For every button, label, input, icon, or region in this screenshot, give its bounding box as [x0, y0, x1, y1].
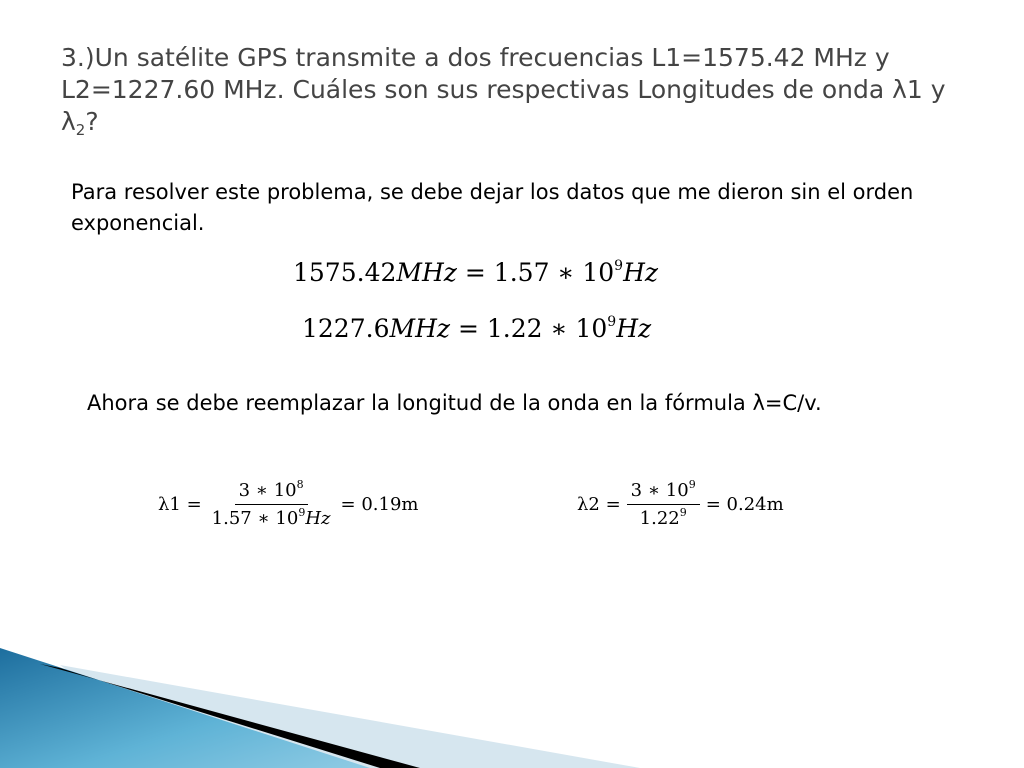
formula-lambda2-denominator: [636, 505, 691, 529]
equation-l2-rhs: = 1.22 ∗ 10: [450, 314, 608, 343]
equation-l2-frequency: [302, 314, 651, 343]
formula-lambda1: [158, 480, 418, 529]
slide-title-end: ?: [85, 107, 99, 136]
formula-lambda1-den-unit: Hz: [305, 508, 331, 529]
equation-l1-frequency: [293, 258, 658, 287]
formula-lambda1-denominator: [208, 505, 335, 529]
equation-l2-lhs-number: 1227.6: [302, 314, 390, 343]
formula-lambda1-numerator: [235, 480, 308, 505]
formula-lambda2-num-exp: 9: [688, 478, 696, 491]
corner-black-stripe: [40, 664, 420, 768]
equation-l1-lhs-unit: MHz: [396, 258, 457, 287]
formula-lambda2-den-base: 1.22: [639, 508, 680, 529]
formula-lambda1-num-exp: 8: [296, 478, 304, 491]
formula-lambda1-lhs: λ1 =: [158, 494, 202, 515]
corner-blue-band: [0, 648, 370, 768]
slide-title-text: 3.)Un satélite GPS transmite a dos frecuencias L1=1575.42 MHz y L2=1227.60 MHz. Cuáles son sus respectivas Longitudes de onda λ1 y λ: [61, 43, 946, 136]
equation-l1-exponent: 9: [614, 258, 624, 274]
formula-lambda1-den-exp: 9: [298, 506, 306, 519]
formula-lambda2-result: = 0.24m: [705, 494, 784, 515]
equation-l2-rhs-unit: Hz: [616, 314, 652, 343]
equation-l2-lhs-unit: MHz: [389, 314, 451, 343]
slide-title: [61, 42, 981, 138]
equation-l1-lhs-number: 1575.42: [293, 258, 397, 287]
formula-lambda2-den-exp: 9: [679, 506, 687, 519]
slide-title-subscript: 2: [75, 121, 86, 139]
formula-lambda1-result: = 0.19m: [340, 494, 419, 515]
formula-lambda1-den-base: 1.57 ∗ 10: [211, 508, 299, 529]
formula-lambda1-num-base: 3 ∗ 10: [238, 480, 297, 501]
formula-lambda1-fraction: [208, 480, 335, 529]
formula-lambda2-num-base: 3 ∗ 10: [630, 480, 689, 501]
paragraph-intro: Para resolver este problema, se debe dejar los datos que me dieron sin el orden exponencial.: [71, 180, 914, 235]
equation-l1-rhs-unit: Hz: [623, 258, 659, 287]
formula-lambda2-numerator: [627, 480, 700, 505]
formula-lambda2: [577, 480, 784, 529]
formula-lambda2-lhs: λ2 =: [577, 494, 621, 515]
equation-l2-exponent: 9: [607, 314, 617, 330]
formula-lambda2-fraction: [627, 480, 700, 529]
equation-l1-rhs: = 1.57 ∗ 10: [456, 258, 615, 287]
paragraph-formula: Ahora se debe reemplazar la longitud de la onda en la fórmula λ=C/v.: [87, 391, 822, 415]
corner-pale-band: [60, 665, 640, 768]
